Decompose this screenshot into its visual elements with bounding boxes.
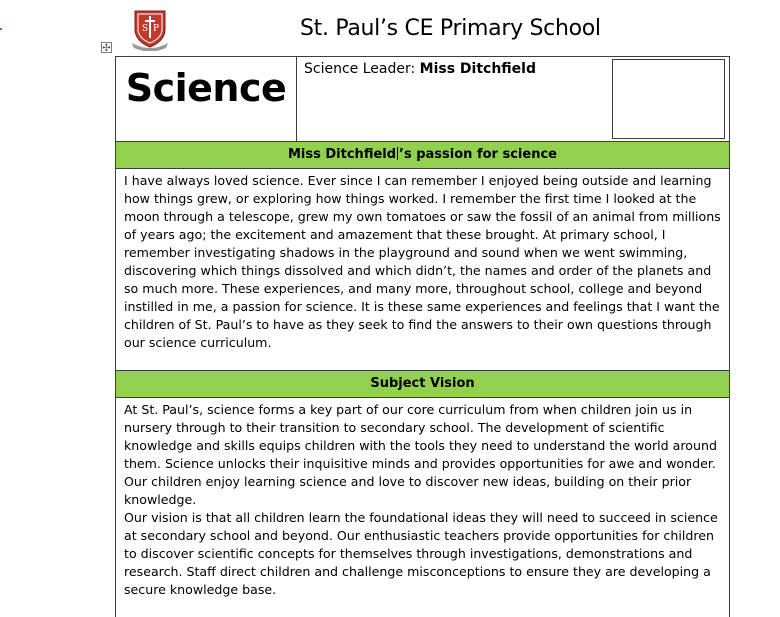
vision-heading-row bbox=[116, 371, 730, 398]
text-cursor bbox=[397, 147, 398, 160]
school-crest-icon bbox=[130, 9, 170, 51]
vision-paragraph-1: At St. Paul’s, science forms a key part of our core curriculum from when children join us in nursery through to their transition to secondary school. The development of scientific knowledge and skills equips children with the tools they need to understand the world around them. Science unlocks their inquisitive minds and provides opportunities for awe and wonder. Our children enjoy learning science and love to discover new ideas, building on their prior knowledge. bbox=[124, 401, 721, 509]
table-move-handle-icon[interactable]: ✣ bbox=[101, 42, 112, 53]
title-row bbox=[116, 57, 730, 142]
leader-photo-placeholder bbox=[612, 59, 725, 139]
leader-label: Science Leader: bbox=[304, 61, 420, 77]
vision-paragraph-2: Our vision is that all children learn the foundational ideas they will need to succeed in science at secondary school and beyond. Our enthusiastic teachers provide opportunities for children to discover scientific concepts for themselves through investigations, demonstrations and research. Staff direct children and challenge misconceptions to ensure they are developing a secure knowledge base. bbox=[124, 509, 721, 599]
page-title: Science bbox=[126, 66, 287, 110]
passion-heading-row bbox=[116, 142, 730, 169]
science-info-table bbox=[115, 56, 730, 617]
leader-name: Miss Ditchfield bbox=[420, 61, 536, 77]
svg-text:S: S bbox=[142, 24, 148, 34]
title-cell bbox=[116, 57, 297, 142]
passion-body-row bbox=[116, 169, 730, 371]
science-leader bbox=[304, 61, 536, 77]
vision-heading: Subject Vision bbox=[116, 371, 730, 398]
school-name: St. Paul’s CE Primary School bbox=[300, 16, 601, 41]
svg-text:P: P bbox=[153, 24, 159, 34]
passion-body bbox=[116, 169, 730, 371]
margin-marker bbox=[0, 28, 2, 30]
passion-heading bbox=[116, 142, 730, 169]
vision-body bbox=[116, 398, 730, 617]
leader-cell bbox=[297, 57, 730, 142]
passion-text: I have always loved science. Ever since I can remember I enjoyed being outside and learning how things grew, or exploring how things worked. I remember the first time I looked at the moon through a telescope, grew my own tomatoes or saw the fossil of an animal from millions of years ago; the excitement and amazement that these brought. At primary school, I remember investigating shadows in the playground and sound when we went swimming, discovering which things dissolved and which didn’t, the names and order of the planets and so much more. These experiences, and many more, throughout school, college and beyond instilled in me, a passion for science. It is these same experiences and feelings that I want the children of St. Paul’s to have as they seek to find the answers to their own questions through our science curriculum. bbox=[124, 172, 721, 352]
passion-heading-end: ’s passion for science bbox=[399, 147, 557, 162]
vision-body-row bbox=[116, 398, 730, 617]
passion-heading-start: Miss Ditchfield bbox=[288, 147, 396, 162]
